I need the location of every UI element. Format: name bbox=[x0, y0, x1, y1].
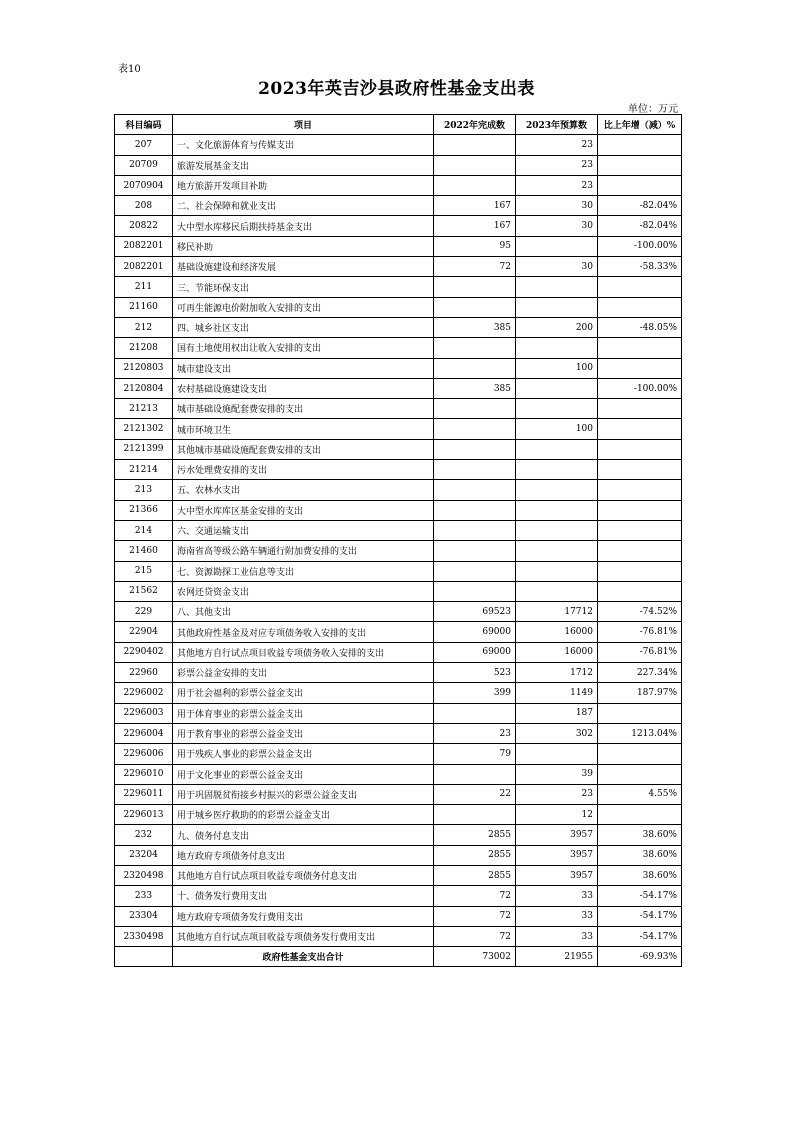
row-item-name: 地方政府专项债务发行费用支出 bbox=[173, 906, 434, 926]
table-row bbox=[115, 460, 682, 480]
row-2023-value bbox=[516, 236, 598, 256]
table-row bbox=[115, 581, 682, 601]
row-2022-value bbox=[434, 155, 516, 175]
row-2023-value: 200 bbox=[516, 317, 598, 337]
table-row bbox=[115, 439, 682, 459]
page-title: 2023年英吉沙县政府性基金支出表 bbox=[258, 79, 535, 99]
row-2022-value bbox=[434, 764, 516, 784]
table-row bbox=[115, 764, 682, 784]
row-change-value bbox=[598, 703, 682, 723]
row-item-name: 农村基础设施建设支出 bbox=[173, 378, 434, 398]
table-row bbox=[115, 825, 682, 845]
header-2022: 2022年完成数 bbox=[434, 115, 516, 135]
row-code: 2296002 bbox=[115, 683, 173, 703]
row-2023-value bbox=[516, 297, 598, 317]
row-2023-value bbox=[516, 399, 598, 419]
row-code: 214 bbox=[115, 520, 173, 540]
row-2023-value: 33 bbox=[516, 886, 598, 906]
total-code-cell bbox=[115, 947, 173, 967]
row-item-name: 用于巩固脱贫衔接乡村振兴的彩票公益金支出 bbox=[173, 784, 434, 804]
table-row bbox=[115, 236, 682, 256]
row-2023-value: 3957 bbox=[516, 865, 598, 885]
row-code: 21208 bbox=[115, 338, 173, 358]
row-item-name: 三、节能环保支出 bbox=[173, 277, 434, 297]
row-item-name: 大中型水库移民后期扶持基金支出 bbox=[173, 216, 434, 236]
table-row bbox=[115, 135, 682, 155]
table-row bbox=[115, 520, 682, 540]
row-item-name: 城市基础设施配套费安排的支出 bbox=[173, 399, 434, 419]
row-change-value bbox=[598, 297, 682, 317]
row-2023-value bbox=[516, 561, 598, 581]
row-change-value bbox=[598, 764, 682, 784]
row-2022-value bbox=[434, 520, 516, 540]
row-2023-value: 23 bbox=[516, 175, 598, 195]
table-row bbox=[115, 602, 682, 622]
table-row bbox=[115, 419, 682, 439]
row-2022-value bbox=[434, 460, 516, 480]
row-item-name: 用于教育事业的彩票公益金支出 bbox=[173, 723, 434, 743]
row-2022-value bbox=[434, 277, 516, 297]
row-item-name: 城市环境卫生 bbox=[173, 419, 434, 439]
row-2022-value bbox=[434, 581, 516, 601]
row-2023-value bbox=[516, 378, 598, 398]
row-2023-value bbox=[516, 581, 598, 601]
row-2022-value bbox=[434, 541, 516, 561]
total-change: -69.93% bbox=[598, 947, 682, 967]
row-2023-value: 3957 bbox=[516, 845, 598, 865]
table-row bbox=[115, 378, 682, 398]
row-item-name: 九、债务付息支出 bbox=[173, 825, 434, 845]
row-item-name: 彩票公益金安排的支出 bbox=[173, 663, 434, 683]
row-item-name: 旅游发展基金支出 bbox=[173, 155, 434, 175]
row-change-value: 38.60% bbox=[598, 825, 682, 845]
row-change-value: -54.17% bbox=[598, 926, 682, 946]
row-code: 212 bbox=[115, 317, 173, 337]
row-code: 21213 bbox=[115, 399, 173, 419]
table-row bbox=[115, 622, 682, 642]
row-code: 208 bbox=[115, 196, 173, 216]
table-row bbox=[115, 703, 682, 723]
row-2023-value: 23 bbox=[516, 155, 598, 175]
row-code: 2121399 bbox=[115, 439, 173, 459]
row-change-value: 38.60% bbox=[598, 845, 682, 865]
row-2023-value: 16000 bbox=[516, 642, 598, 662]
row-2023-value: 30 bbox=[516, 196, 598, 216]
row-item-name: 六、交通运输支出 bbox=[173, 520, 434, 540]
row-2023-value: 33 bbox=[516, 926, 598, 946]
table-row bbox=[115, 216, 682, 236]
row-item-name: 四、城乡社区支出 bbox=[173, 317, 434, 337]
row-item-name: 其他城市基础设施配套费安排的支出 bbox=[173, 439, 434, 459]
row-change-value: -76.81% bbox=[598, 622, 682, 642]
header-item: 项目 bbox=[173, 115, 434, 135]
row-2022-value: 23 bbox=[434, 723, 516, 743]
row-change-value bbox=[598, 135, 682, 155]
row-code: 2296003 bbox=[115, 703, 173, 723]
row-item-name: 十、债务发行费用支出 bbox=[173, 886, 434, 906]
row-code: 21460 bbox=[115, 541, 173, 561]
row-item-name: 五、农林水支出 bbox=[173, 480, 434, 500]
table-row bbox=[115, 865, 682, 885]
row-code: 2296004 bbox=[115, 723, 173, 743]
table-row bbox=[115, 175, 682, 195]
row-change-value: -58.33% bbox=[598, 257, 682, 277]
row-code: 20709 bbox=[115, 155, 173, 175]
row-code: 22904 bbox=[115, 622, 173, 642]
row-item-name: 大中型水库库区基金安排的支出 bbox=[173, 500, 434, 520]
table-row bbox=[115, 561, 682, 581]
row-change-value bbox=[598, 155, 682, 175]
row-item-name: 地方政府专项债务付息支出 bbox=[173, 845, 434, 865]
row-2022-value bbox=[434, 135, 516, 155]
row-code: 232 bbox=[115, 825, 173, 845]
row-code: 2290402 bbox=[115, 642, 173, 662]
table-row bbox=[115, 541, 682, 561]
row-2022-value: 22 bbox=[434, 784, 516, 804]
row-change-value: -54.17% bbox=[598, 886, 682, 906]
row-2022-value bbox=[434, 297, 516, 317]
row-2023-value: 39 bbox=[516, 764, 598, 784]
table-row bbox=[115, 480, 682, 500]
row-change-value bbox=[598, 500, 682, 520]
expenditure-table bbox=[114, 114, 682, 967]
table-row bbox=[115, 399, 682, 419]
row-2022-value: 69000 bbox=[434, 642, 516, 662]
row-code: 21562 bbox=[115, 581, 173, 601]
row-item-name: 其他地方自行试点项目收益专项债务发行费用支出 bbox=[173, 926, 434, 946]
row-change-value bbox=[598, 744, 682, 764]
row-change-value: -74.52% bbox=[598, 602, 682, 622]
row-2023-value: 30 bbox=[516, 257, 598, 277]
row-2022-value: 72 bbox=[434, 257, 516, 277]
row-2023-value: 1712 bbox=[516, 663, 598, 683]
row-2022-value bbox=[434, 358, 516, 378]
row-2023-value bbox=[516, 500, 598, 520]
row-2023-value: 12 bbox=[516, 805, 598, 825]
row-code: 21160 bbox=[115, 297, 173, 317]
row-2023-value: 30 bbox=[516, 216, 598, 236]
row-item-name: 海南省高等级公路车辆通行附加费安排的支出 bbox=[173, 541, 434, 561]
row-code: 2070904 bbox=[115, 175, 173, 195]
row-change-value: -100.00% bbox=[598, 378, 682, 398]
row-2023-value: 33 bbox=[516, 906, 598, 926]
row-change-value bbox=[598, 480, 682, 500]
row-code: 22960 bbox=[115, 663, 173, 683]
row-2022-value: 385 bbox=[434, 317, 516, 337]
table-row bbox=[115, 723, 682, 743]
table-row bbox=[115, 805, 682, 825]
row-2023-value bbox=[516, 277, 598, 297]
row-change-value: 1213.04% bbox=[598, 723, 682, 743]
row-item-name: 其他地方自行试点项目收益专项债务付息支出 bbox=[173, 865, 434, 885]
table-row bbox=[115, 886, 682, 906]
row-change-value bbox=[598, 460, 682, 480]
table-row bbox=[115, 926, 682, 946]
table-row bbox=[115, 663, 682, 683]
row-item-name: 移民补助 bbox=[173, 236, 434, 256]
row-code: 2296010 bbox=[115, 764, 173, 784]
row-2022-value bbox=[434, 439, 516, 459]
row-code: 2082201 bbox=[115, 257, 173, 277]
row-item-name: 可再生能源电价附加收入安排的支出 bbox=[173, 297, 434, 317]
row-2022-value bbox=[434, 480, 516, 500]
row-2022-value: 523 bbox=[434, 663, 516, 683]
row-2023-value bbox=[516, 520, 598, 540]
row-change-value bbox=[598, 541, 682, 561]
row-2023-value bbox=[516, 439, 598, 459]
row-2022-value bbox=[434, 561, 516, 581]
row-2022-value bbox=[434, 703, 516, 723]
row-code: 2296011 bbox=[115, 784, 173, 804]
row-code: 2296006 bbox=[115, 744, 173, 764]
row-item-name: 八、其他支出 bbox=[173, 602, 434, 622]
row-code: 2320498 bbox=[115, 865, 173, 885]
row-2023-value: 17712 bbox=[516, 602, 598, 622]
row-2023-value: 302 bbox=[516, 723, 598, 743]
row-code: 207 bbox=[115, 135, 173, 155]
row-code: 23304 bbox=[115, 906, 173, 926]
row-2023-value: 3957 bbox=[516, 825, 598, 845]
row-item-name: 其他地方自行试点项目收益专项债务收入安排的支出 bbox=[173, 642, 434, 662]
row-2022-value: 399 bbox=[434, 683, 516, 703]
row-change-value bbox=[598, 277, 682, 297]
row-item-name: 用于体育事业的彩票公益金支出 bbox=[173, 703, 434, 723]
row-2022-value: 95 bbox=[434, 236, 516, 256]
row-item-name: 用于残疾人事业的彩票公益金支出 bbox=[173, 744, 434, 764]
table-row bbox=[115, 683, 682, 703]
row-2022-value: 2855 bbox=[434, 845, 516, 865]
row-code: 2330498 bbox=[115, 926, 173, 946]
total-2023: 21955 bbox=[516, 947, 598, 967]
row-code: 215 bbox=[115, 561, 173, 581]
table-row bbox=[115, 358, 682, 378]
row-2022-value: 167 bbox=[434, 196, 516, 216]
row-2023-value: 100 bbox=[516, 419, 598, 439]
row-change-value bbox=[598, 399, 682, 419]
row-2023-value bbox=[516, 338, 598, 358]
row-2022-value: 72 bbox=[434, 926, 516, 946]
row-item-name: 地方旅游开发项目补助 bbox=[173, 175, 434, 195]
row-code: 2121302 bbox=[115, 419, 173, 439]
row-change-value bbox=[598, 561, 682, 581]
row-change-value bbox=[598, 338, 682, 358]
row-change-value: -100.00% bbox=[598, 236, 682, 256]
row-2023-value bbox=[516, 744, 598, 764]
row-2022-value: 167 bbox=[434, 216, 516, 236]
table-body bbox=[115, 135, 682, 947]
row-code: 2296013 bbox=[115, 805, 173, 825]
row-code: 233 bbox=[115, 886, 173, 906]
table-row bbox=[115, 906, 682, 926]
row-item-name: 其他政府性基金及对应专项债务收入安排的支出 bbox=[173, 622, 434, 642]
row-item-name: 七、资源勘探工业信息等支出 bbox=[173, 561, 434, 581]
row-2022-value bbox=[434, 500, 516, 520]
row-2022-value: 69000 bbox=[434, 622, 516, 642]
row-code: 211 bbox=[115, 277, 173, 297]
row-2022-value: 385 bbox=[434, 378, 516, 398]
table-row bbox=[115, 784, 682, 804]
table-row bbox=[115, 338, 682, 358]
row-change-value bbox=[598, 581, 682, 601]
row-2023-value bbox=[516, 480, 598, 500]
table-row bbox=[115, 845, 682, 865]
row-change-value: 38.60% bbox=[598, 865, 682, 885]
row-2023-value: 100 bbox=[516, 358, 598, 378]
table-row bbox=[115, 744, 682, 764]
table-row bbox=[115, 155, 682, 175]
table-row bbox=[115, 297, 682, 317]
page-label: 表10 bbox=[118, 64, 141, 75]
row-2023-value: 16000 bbox=[516, 622, 598, 642]
row-2023-value bbox=[516, 541, 598, 561]
row-2022-value bbox=[434, 175, 516, 195]
row-item-name: 污水处理费安排的支出 bbox=[173, 460, 434, 480]
row-change-value: -82.04% bbox=[598, 216, 682, 236]
unit-label: 单位：万元 bbox=[628, 104, 678, 115]
row-2022-value bbox=[434, 338, 516, 358]
total-2022: 73002 bbox=[434, 947, 516, 967]
row-code: 2120804 bbox=[115, 378, 173, 398]
row-change-value bbox=[598, 805, 682, 825]
row-2022-value: 72 bbox=[434, 886, 516, 906]
row-change-value bbox=[598, 520, 682, 540]
header-code: 科目编码 bbox=[115, 115, 173, 135]
table-row bbox=[115, 196, 682, 216]
row-item-name: 二、社会保障和就业支出 bbox=[173, 196, 434, 216]
total-row bbox=[115, 947, 682, 967]
row-code: 21214 bbox=[115, 460, 173, 480]
row-2022-value: 72 bbox=[434, 906, 516, 926]
table-row bbox=[115, 257, 682, 277]
row-change-value bbox=[598, 419, 682, 439]
row-code: 2120803 bbox=[115, 358, 173, 378]
table-header-row bbox=[115, 115, 682, 135]
table-row bbox=[115, 642, 682, 662]
row-item-name: 用于社会福利的彩票公益金支出 bbox=[173, 683, 434, 703]
total-label: 政府性基金支出合计 bbox=[173, 947, 434, 967]
row-change-value bbox=[598, 175, 682, 195]
row-change-value: 227.34% bbox=[598, 663, 682, 683]
row-code: 2082201 bbox=[115, 236, 173, 256]
row-2022-value: 79 bbox=[434, 744, 516, 764]
row-change-value: -48.05% bbox=[598, 317, 682, 337]
row-2022-value bbox=[434, 399, 516, 419]
row-2022-value bbox=[434, 805, 516, 825]
row-code: 213 bbox=[115, 480, 173, 500]
row-change-value: -82.04% bbox=[598, 196, 682, 216]
row-change-value: -54.17% bbox=[598, 906, 682, 926]
row-code: 23204 bbox=[115, 845, 173, 865]
row-item-name: 城市建设支出 bbox=[173, 358, 434, 378]
row-item-name: 农网还贷资金支出 bbox=[173, 581, 434, 601]
row-change-value bbox=[598, 358, 682, 378]
row-change-value: 187.97% bbox=[598, 683, 682, 703]
row-item-name: 国有土地使用权出让收入安排的支出 bbox=[173, 338, 434, 358]
row-code: 20822 bbox=[115, 216, 173, 236]
table-row bbox=[115, 277, 682, 297]
row-code: 229 bbox=[115, 602, 173, 622]
row-item-name: 一、文化旅游体育与传媒支出 bbox=[173, 135, 434, 155]
row-code: 21366 bbox=[115, 500, 173, 520]
header-2023: 2023年预算数 bbox=[516, 115, 598, 135]
row-2022-value: 69523 bbox=[434, 602, 516, 622]
row-2023-value: 187 bbox=[516, 703, 598, 723]
table-row bbox=[115, 500, 682, 520]
row-2023-value: 23 bbox=[516, 784, 598, 804]
row-item-name: 基础设施建设和经济发展 bbox=[173, 257, 434, 277]
row-change-value: 4.55% bbox=[598, 784, 682, 804]
row-item-name: 用于文化事业的彩票公益金支出 bbox=[173, 764, 434, 784]
row-change-value bbox=[598, 439, 682, 459]
row-2022-value bbox=[434, 419, 516, 439]
row-2022-value: 2855 bbox=[434, 825, 516, 845]
row-change-value: -76.81% bbox=[598, 642, 682, 662]
table-row bbox=[115, 317, 682, 337]
row-2022-value: 2855 bbox=[434, 865, 516, 885]
row-2023-value: 23 bbox=[516, 135, 598, 155]
row-2023-value bbox=[516, 460, 598, 480]
row-2023-value: 1149 bbox=[516, 683, 598, 703]
row-item-name: 用于城乡医疗救助的的彩票公益金支出 bbox=[173, 805, 434, 825]
header-change: 比上年增（减）% bbox=[598, 115, 682, 135]
